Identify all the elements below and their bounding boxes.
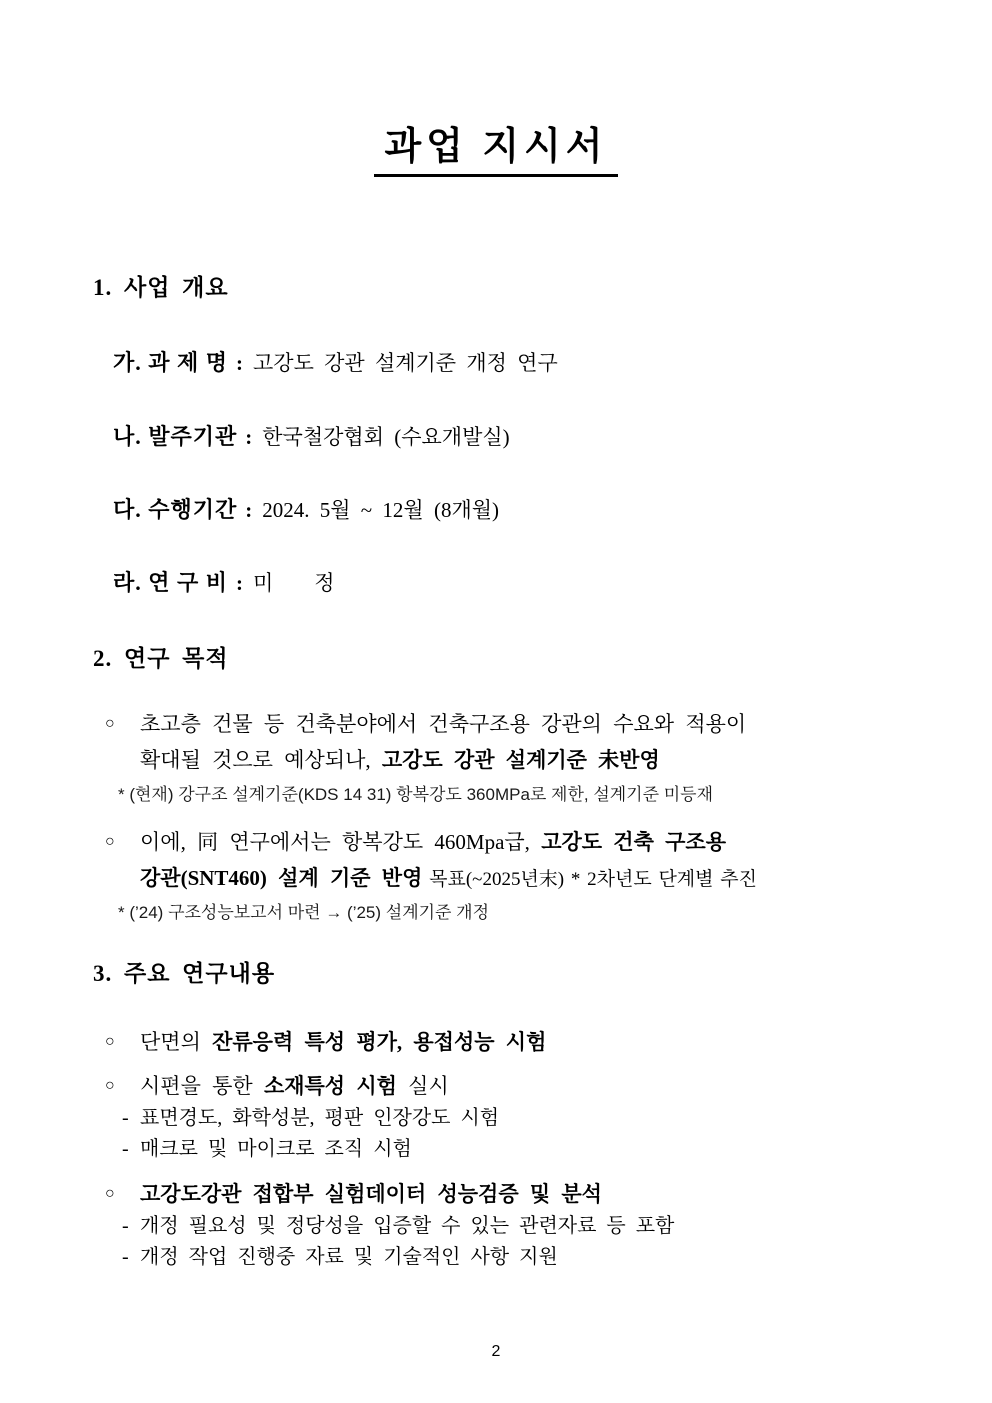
circle-bullet-icon: ○ bbox=[105, 1185, 115, 1202]
circle-bullet-icon: ○ bbox=[105, 833, 115, 850]
document-title: 과업 지시서 bbox=[374, 126, 617, 177]
page-number: 2 bbox=[491, 1343, 501, 1360]
item-colon: : bbox=[236, 351, 244, 375]
text-segment: 이에, 同 연구에서는 항복강도 460Mpa급, bbox=[140, 830, 542, 854]
bullet-item bbox=[105, 706, 992, 778]
text-segment: 단면의 bbox=[140, 1030, 213, 1054]
section-1-heading: 1. 사업 개요 bbox=[93, 275, 229, 300]
text-segment-bold: 고강도강관 접합부 실험데이터 성능검증 및 분석 bbox=[140, 1182, 602, 1206]
dash-bullet-icon: - bbox=[122, 1246, 129, 1268]
item-value: 미 정 bbox=[253, 571, 335, 595]
text-segment-bold: 소재특성 시험 bbox=[263, 1074, 397, 1098]
circle-bullet-icon: ○ bbox=[105, 1033, 115, 1050]
item-value: 고강도 강관 설계기준 개정 연구 bbox=[253, 351, 558, 375]
text-segment: 시편을 통한 bbox=[140, 1074, 264, 1098]
bullet-line bbox=[140, 860, 757, 898]
item-row-period bbox=[113, 495, 992, 525]
dash-text: 표면경도, 화학성분, 평판 인장강도 시험 bbox=[140, 1107, 500, 1129]
item-row-ordering-org bbox=[113, 422, 992, 452]
item-row-project-name bbox=[113, 348, 992, 378]
bullet-item bbox=[105, 1069, 992, 1103]
bullet-line bbox=[140, 1025, 546, 1059]
item-row-budget bbox=[113, 568, 992, 598]
bullet-text bbox=[140, 1025, 546, 1059]
bullet-text bbox=[140, 706, 746, 778]
item-label: 가. 과 제 명 bbox=[113, 350, 229, 375]
item-label: 다. 수행기간 bbox=[113, 497, 238, 522]
text-segment: 확대될 것으로 예상되나, bbox=[140, 748, 382, 772]
title-wrap bbox=[0, 0, 992, 177]
text-segment: 목표(~2025년末) * 2차년도 단계별 추진 bbox=[422, 869, 757, 890]
dash-item bbox=[122, 1103, 992, 1134]
section-3-heading: 3. 주요 연구내용 bbox=[93, 961, 276, 986]
section-2-heading: 2. 연구 목적 bbox=[93, 646, 229, 671]
text-segment-bold: 고강도 건축 구조용 bbox=[541, 830, 726, 854]
item-value: 한국철강협회 (수요개발실) bbox=[262, 425, 510, 449]
bullet-line bbox=[140, 1177, 602, 1211]
circle-bullet-icon: ○ bbox=[105, 1077, 115, 1094]
bullet-line bbox=[140, 824, 757, 860]
dash-bullet-icon: - bbox=[122, 1215, 129, 1237]
footnote-line: * (현재) 강구조 설계기준(KDS 14 31) 항복강도 360MPa로 제한, 설계기준 미등재 bbox=[118, 785, 714, 804]
text-segment-bold: 고강도 강관 설계기준 未반영 bbox=[381, 748, 660, 772]
item-value: 2024. 5월 ~ 12월 (8개월) bbox=[262, 498, 500, 522]
item-colon: : bbox=[236, 571, 244, 595]
bullet-item bbox=[105, 1177, 992, 1211]
dash-text: 개정 작업 진행중 자료 및 기술적인 사항 지원 bbox=[140, 1246, 558, 1268]
dash-item bbox=[122, 1211, 992, 1242]
text-segment-bold: 잔류응력 특성 평가, 용접성능 시험 bbox=[212, 1030, 547, 1054]
circle-bullet-icon: ○ bbox=[105, 715, 115, 732]
dash-bullet-icon: - bbox=[122, 1107, 129, 1129]
bullet-text bbox=[140, 1177, 602, 1211]
bullet-line bbox=[140, 1069, 449, 1103]
dash-item bbox=[122, 1134, 992, 1165]
dash-text: 개정 필요성 및 정당성을 입증할 수 있는 관련자료 등 포함 bbox=[140, 1215, 675, 1237]
dash-text: 매크로 및 마이크로 조직 시험 bbox=[140, 1138, 412, 1160]
item-label: 나. 발주기관 bbox=[113, 424, 238, 449]
bullet-line: 초고층 건물 등 건축분야에서 건축구조용 강관의 수요와 적용이 bbox=[140, 712, 747, 736]
text-segment: 실시 bbox=[396, 1074, 449, 1098]
bullet-item bbox=[105, 824, 992, 898]
item-colon: : bbox=[245, 498, 253, 522]
footnote-line: * (’24) 구조성능보고서 마련 → (’25) 설계기준 개정 bbox=[118, 903, 490, 922]
item-colon: : bbox=[245, 425, 253, 449]
bullet-text bbox=[140, 1069, 449, 1103]
item-label: 라. 연 구 비 bbox=[113, 570, 229, 595]
dash-item bbox=[122, 1242, 992, 1273]
bullet-text bbox=[140, 824, 757, 898]
bullet-line bbox=[140, 742, 746, 778]
bullet-item bbox=[105, 1025, 992, 1059]
dash-bullet-icon: - bbox=[122, 1138, 129, 1160]
text-segment-bold: 강관(SNT460) 설계 기준 반영 bbox=[140, 866, 423, 890]
